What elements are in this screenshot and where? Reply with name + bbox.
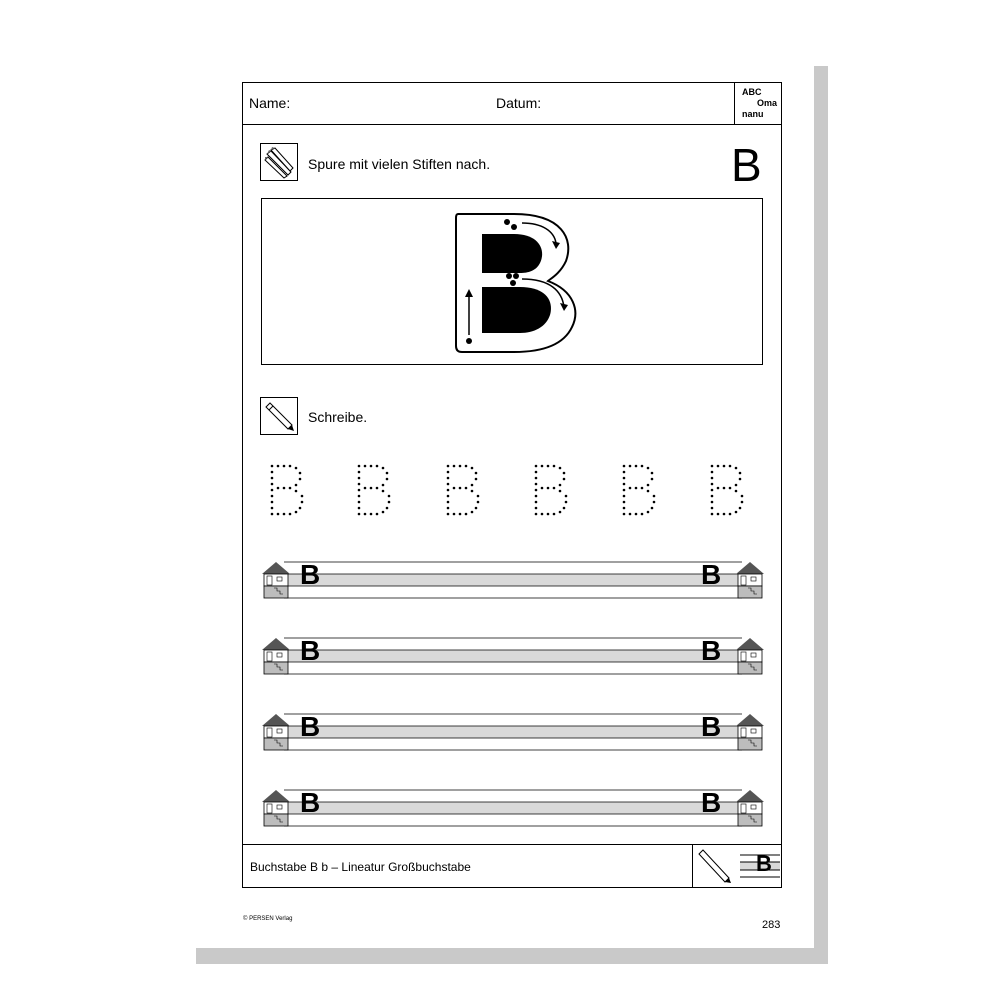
tracing-letter-b: [262, 199, 761, 363]
line-letter-left: B: [300, 711, 321, 742]
writing-line[interactable]: [258, 560, 768, 604]
logo-line-2: Oma: [757, 98, 778, 108]
date-label: Datum:: [496, 95, 542, 111]
house-icon: [262, 562, 290, 598]
logo-line-3: nanu: [742, 109, 764, 119]
task1-instruction: Spure mit vielen Stiften nach.: [308, 156, 491, 172]
tracing-box: [261, 198, 763, 365]
dotted-letter-b: [623, 465, 656, 516]
lineatur-letter: B: [756, 851, 772, 876]
house-icon: [736, 790, 764, 826]
writing-line[interactable]: [258, 636, 768, 680]
writing-line[interactable]: [258, 788, 768, 832]
house-icon: [736, 562, 764, 598]
dotted-letter-b: [711, 465, 744, 516]
dotted-letter-b: [535, 465, 568, 516]
copyright: © PERSEN Verlag: [243, 916, 293, 922]
line-letter-left: B: [300, 559, 321, 590]
line-letter-left: B: [300, 635, 321, 666]
dotted-letter-b: [271, 465, 304, 516]
footer-divider: [242, 844, 782, 845]
colored-pencils-icon: [260, 143, 298, 181]
name-label: Name:: [249, 95, 291, 111]
page-number: 283: [762, 919, 781, 931]
logo-line-1: ABC: [742, 87, 762, 97]
writing-line[interactable]: [258, 712, 768, 756]
task1-letter: B: [731, 139, 762, 191]
line-letter-right: B: [701, 787, 722, 818]
footer-pencil-icon: [697, 848, 733, 884]
footer-icon-divider: [692, 844, 693, 888]
line-letter-right: B: [701, 711, 722, 742]
house-icon: [262, 714, 290, 750]
line-letter-left: B: [300, 787, 321, 818]
lineatur-icon: [740, 852, 780, 880]
footer-title: Buchstabe B b – Lineatur Großbuchstabe: [250, 860, 471, 874]
header-divider: [242, 124, 782, 125]
house-icon: [262, 790, 290, 826]
line-letter-right: B: [701, 559, 722, 590]
dotted-letter-b: [358, 465, 391, 516]
dotted-letter-b: [447, 465, 480, 516]
pencil-icon: [260, 397, 298, 435]
logo-divider: [734, 82, 735, 124]
line-letter-right: B: [701, 635, 722, 666]
house-icon: [736, 638, 764, 674]
house-icon: [736, 714, 764, 750]
house-icon: [262, 638, 290, 674]
task2-instruction: Schreibe.: [308, 409, 368, 425]
dotted-letter-row: [258, 458, 768, 524]
